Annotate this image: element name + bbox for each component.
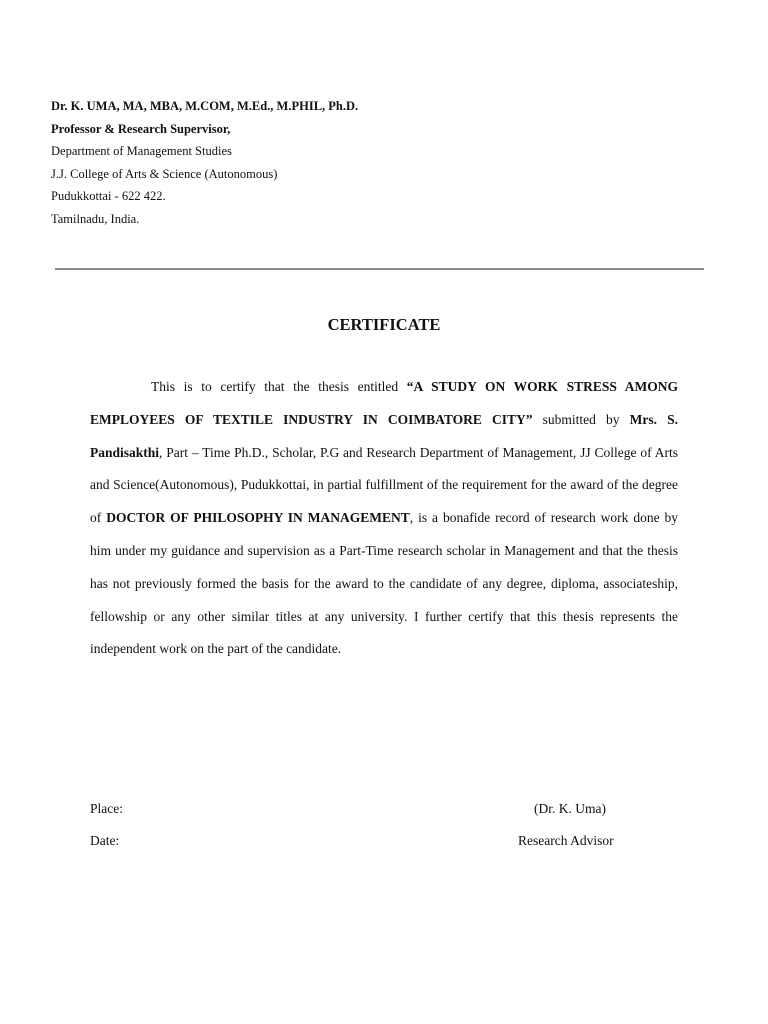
- supervisor-name: Dr. K. UMA, MA, MBA, M.COM, M.Ed., M.PHIL, Ph.D.: [51, 99, 359, 113]
- header-divider: [55, 268, 704, 270]
- details-text: , Part – Time Ph.D., Scholar, P.G and Research Department of Management, JJ College of Arts and Science(Autonomous), Pudukkottai, in partial fulfillment of the requirement for the award of the degree of: [90, 444, 678, 526]
- submitted-by-text: submitted by: [532, 411, 630, 427]
- college-line: J.J. College of Arts & Science (Autonomous): [51, 166, 278, 181]
- certificate-title: CERTIFICATE: [327, 315, 441, 334]
- date-label: Date:: [90, 833, 120, 848]
- place-label: Place:: [90, 801, 123, 816]
- signatory-name: (Dr. K. Uma): [534, 801, 606, 816]
- thesis-title: “A STUDY ON WORK STRESS AMONG EMPLOYEES OF TEXTILE INDUSTRY IN COIMBATORE CITY”: [90, 379, 678, 427]
- signatory-role: Research Advisor: [518, 833, 614, 848]
- city-line: Pudukkottai - 622 422.: [51, 189, 166, 203]
- closing-text: , is a bonafide record of research work done by him under my guidance and supervision as a Part-Time research scholar in Management and that the thesis has not previously formed the basis for the award to the candidate of any degree, diploma, associateship, fellowship or any other similar titles at any university. I further certify that this thesis represents the independent work on the part of the candidate.: [90, 510, 679, 657]
- certificate-body: [90, 371, 678, 666]
- department-line: Department of Management Studies: [51, 144, 232, 158]
- candidate-name: Mrs. S. Pandisakthi: [90, 411, 679, 460]
- state-line: Tamilnadu, India.: [51, 211, 140, 226]
- intro-text: This is to certify that the thesis entitled: [151, 379, 407, 394]
- letterhead: [51, 95, 358, 230]
- supervisor-position: Professor & Research Supervisor,: [51, 121, 231, 136]
- degree-name: DOCTOR OF PHILOSOPHY IN MANAGEMENT: [106, 510, 410, 526]
